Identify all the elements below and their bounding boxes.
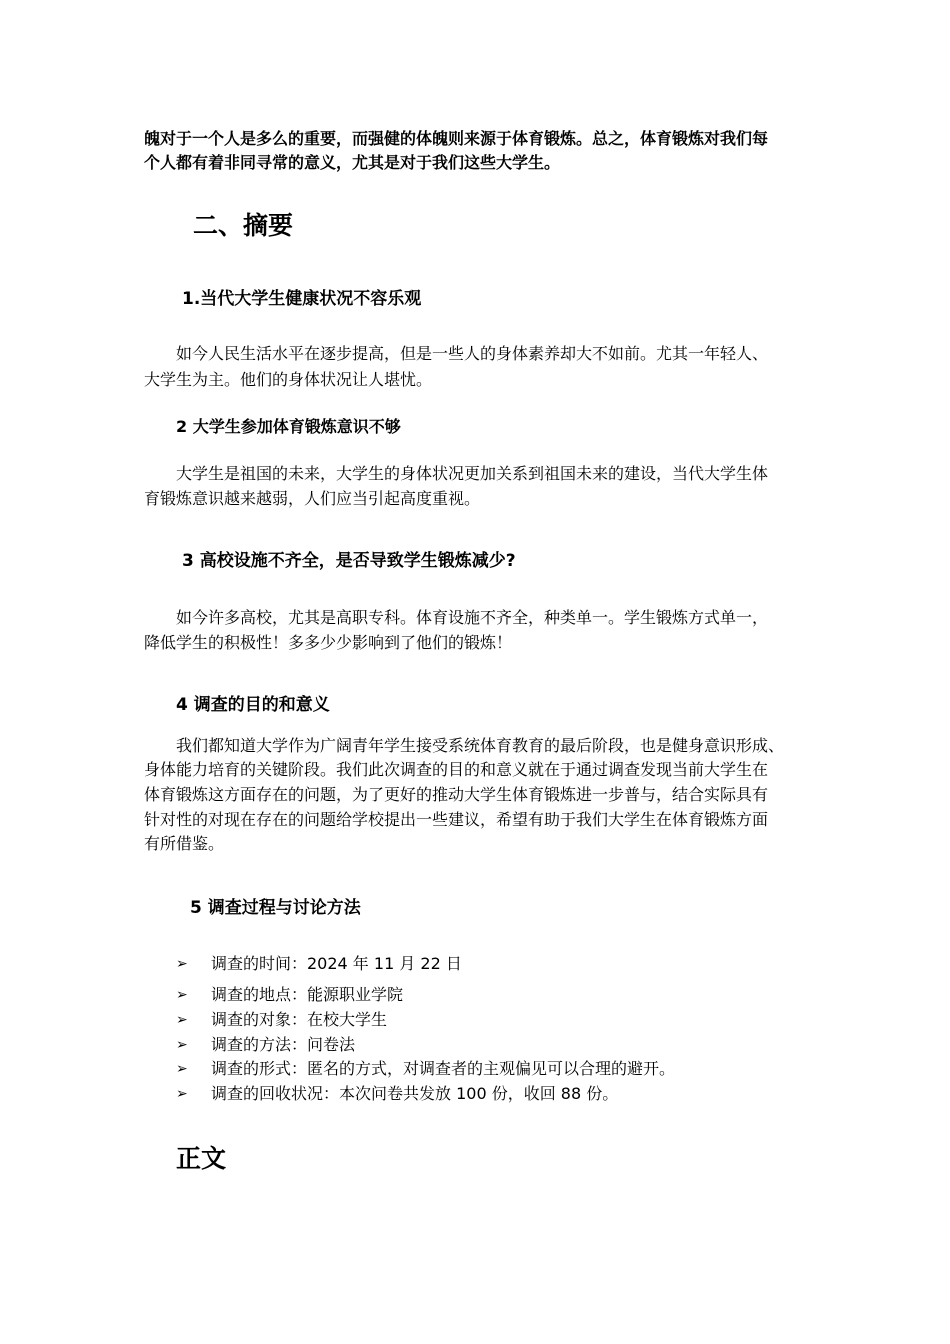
paragraph-health-line-2: 大学生为主。他们的身体状况让人堪忧。 (144, 370, 433, 389)
subheading-health-status: 1.当代大学生健康状况不容乐观 (182, 289, 422, 309)
subheading-purpose: 4 调查的目的和意义 (176, 695, 330, 715)
list-item-text: 调查的方法：问卷法 (211, 1035, 356, 1054)
section-heading-body: 正文 (176, 1144, 227, 1173)
intro-line-1: 魄对于一个人是多么的重要，而强健的体魄则来源于体育锻炼。总之，体育锻炼对我们每 (144, 129, 769, 148)
paragraph-purpose-line-5: 有所借鉴。 (144, 834, 225, 853)
paragraph-purpose-line-1: 我们都知道大学作为广阔青年学生接受系统体育教育的最后阶段，也是健身意识形成、 (176, 736, 785, 755)
subheading-awareness: 2 大学生参加体育锻炼意识不够 (176, 417, 401, 436)
arrow-bullet-icon: ➢ (176, 1061, 188, 1077)
subheading-facilities: 3 高校设施不齐全，是否导致学生锻炼减少? (182, 551, 516, 571)
arrow-bullet-icon: ➢ (176, 1012, 188, 1028)
paragraph-purpose-line-3: 体育锻炼这方面存在的问题，为了更好的推动大学生体育锻炼进一步普与，结合实际具有 (144, 785, 769, 804)
paragraph-purpose-line-4: 针对性的对现在存在的问题给学校提出一些建议，希望有助于我们大学生在体育锻炼方面 (144, 810, 769, 829)
list-item-text: 调查的时间：2024 年 11 月 22 日 (211, 954, 462, 973)
list-item-text: 调查的地点：能源职业学院 (211, 985, 404, 1004)
arrow-bullet-icon: ➢ (176, 956, 188, 972)
paragraph-facilities-line-2: 降低学生的积极性！多多少少影响到了他们的锻炼！ (144, 633, 513, 652)
paragraph-awareness-line-1: 大学生是祖国的未来，大学生的身体状况更加关系到祖国未来的建设，当代大学生体 (176, 464, 769, 483)
arrow-bullet-icon: ➢ (176, 1037, 188, 1053)
list-item-text: 调查的对象：在校大学生 (211, 1010, 388, 1029)
list-item-text: 调查的回收状况：本次问卷共发放 100 份，收回 88 份。 (211, 1084, 619, 1103)
section-heading-abstract: 二、摘要 (193, 211, 294, 240)
subheading-process-method: 5 调查过程与讨论方法 (190, 898, 361, 918)
arrow-bullet-icon: ➢ (176, 987, 188, 1003)
paragraph-health-line-1: 如今人民生活水平在逐步提高，但是一些人的身体素养却大不如前。尤其一年轻人、 (176, 344, 769, 363)
arrow-bullet-icon: ➢ (176, 1086, 188, 1102)
paragraph-facilities-line-1: 如今许多高校，尤其是高职专科。体育设施不齐全，种类单一。学生锻炼方式单一， (176, 608, 769, 627)
paragraph-awareness-line-2: 育锻炼意识越来越弱，人们应当引起高度重视。 (144, 489, 481, 508)
intro-line-2: 个人都有着非同寻常的意义，尤其是对于我们这些大学生。 (144, 153, 561, 172)
list-item-text: 调查的形式：匿名的方式，对调查者的主观偏见可以合理的避开。 (211, 1059, 676, 1078)
paragraph-purpose-line-2: 身体能力培育的关键阶段。我们此次调查的目的和意义就在于通过调查发现当前大学生在 (144, 760, 769, 779)
